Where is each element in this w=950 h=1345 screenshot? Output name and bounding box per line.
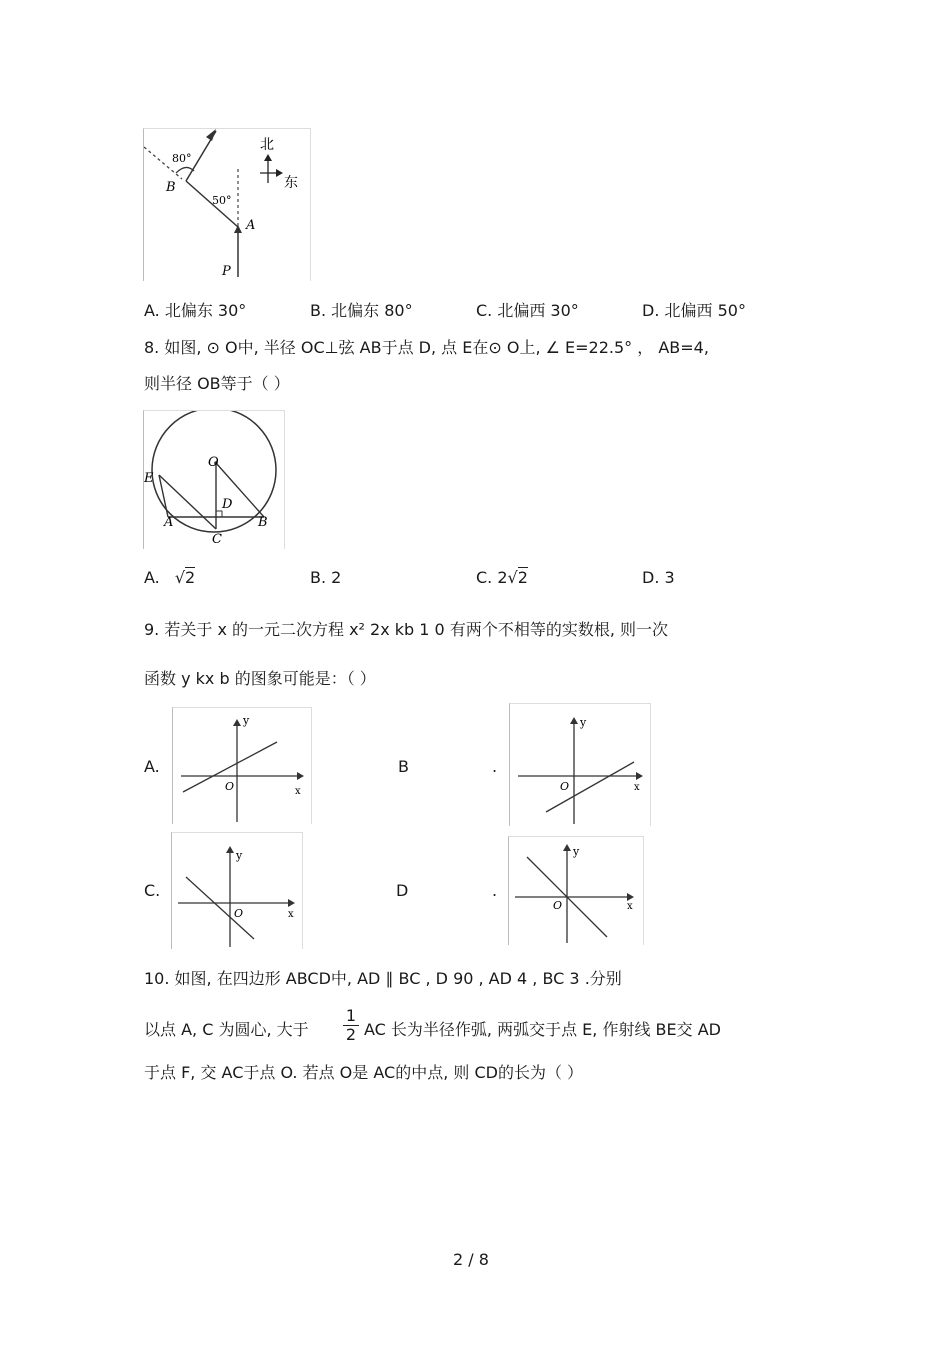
q9-label-c: C. xyxy=(144,881,161,900)
origin-label: O xyxy=(560,780,570,793)
y-axis-label: y xyxy=(236,849,243,862)
point-p-label: P xyxy=(222,264,231,279)
q8-stem-line1: 8. 如图, ⊙ O中, 半径 OC⊥弦 AB于点 D, 点 E在⊙ O上, ∠ E=22.5° ， AB=4, xyxy=(144,338,709,357)
point-o-label: O xyxy=(208,455,219,470)
angle-50-label: 50° xyxy=(212,194,232,207)
point-d-label: D xyxy=(222,497,233,512)
q9-stem-line1: 9. 若关于 x 的一元二次方程 x² 2x kb 1 0 有两个不相等的实数根, 则一次 xyxy=(144,620,668,639)
q7-option-d: D. 北偏西 50° xyxy=(642,301,746,320)
point-a-label: A xyxy=(246,218,256,233)
q9-label-d: D xyxy=(396,881,409,900)
east-label: 东 xyxy=(284,175,298,191)
q8-option-a-prefix: A. xyxy=(144,568,160,587)
x-axis-label: x xyxy=(627,901,633,912)
point-b-label: B xyxy=(166,180,176,195)
sqrt-icon: √ xyxy=(507,568,518,587)
q9-graph-d xyxy=(508,836,644,945)
q8-option-c-prefix: C. 2 xyxy=(476,568,508,587)
y-axis-label: y xyxy=(573,845,580,858)
q9-label-b-dot: . xyxy=(492,757,498,776)
q8-stem-line2: 则半径 OB等于（ ） xyxy=(144,374,290,393)
x-axis-label: x xyxy=(634,782,640,793)
origin-label: O xyxy=(553,899,563,912)
q10-stem-line2-post: AC 长为半径作弧, 两弧交于点 E, 作射线 BE交 AD xyxy=(364,1020,721,1039)
fraction-numerator: 1 xyxy=(343,1007,359,1026)
q9-label-b: B xyxy=(398,757,409,776)
q10-stem-line1: 10. 如图, 在四边形 ABCD中, AD ∥ BC , D 90 , AD 4 , BC 3 .分别 xyxy=(144,969,622,988)
sqrt-icon: √ xyxy=(174,568,186,587)
point-b-label: B xyxy=(258,515,268,530)
fraction-half xyxy=(343,1007,359,1044)
page-number: 2 / 8 xyxy=(453,1250,489,1269)
q9-graph-c xyxy=(171,832,303,949)
q7-option-b: B. 北偏东 80° xyxy=(310,301,413,320)
y-axis-label: y xyxy=(580,716,587,729)
q8-option-d: D. 3 xyxy=(642,568,675,587)
q7-figure xyxy=(143,128,311,281)
q9-graph-a xyxy=(172,707,312,824)
q8-option-a-radicand: 2 xyxy=(185,568,196,587)
y-axis-label: y xyxy=(243,714,250,727)
x-axis-label: x xyxy=(288,909,294,920)
q10-stem-line3: 于点 F, 交 AC于点 O. 若点 O是 AC的中点, 则 CD的长为（ ） xyxy=(144,1063,584,1082)
direction-diagram xyxy=(144,129,310,281)
q9-graph-b xyxy=(509,703,651,826)
circle-diagram xyxy=(144,411,284,549)
x-axis-label: x xyxy=(295,786,301,797)
q9-stem-line2: 函数 y kx b 的图象可能是：（ ） xyxy=(144,669,376,688)
q10-stem-line2-pre: 以点 A, C 为圆心, 大于 xyxy=(144,1020,309,1039)
angle-80-label: 80° xyxy=(172,152,192,165)
q8-option-c xyxy=(476,568,528,588)
point-a-label: A xyxy=(164,515,174,530)
q8-option-a xyxy=(144,568,195,588)
q7-option-a: A. 北偏东 30° xyxy=(144,301,247,320)
q8-option-c-radicand: 2 xyxy=(517,568,528,587)
point-c-label: C xyxy=(212,532,222,547)
point-e-label: E xyxy=(144,471,154,486)
north-label: 北 xyxy=(260,137,274,153)
fraction-denominator: 2 xyxy=(345,1025,357,1044)
origin-label: O xyxy=(225,780,235,793)
q9-label-d-dot: . xyxy=(492,881,498,900)
q8-figure xyxy=(143,410,285,549)
q7-option-c: C. 北偏西 30° xyxy=(476,301,579,320)
q9-label-a: A. xyxy=(144,757,160,776)
origin-label: O xyxy=(234,907,244,920)
q8-option-b: B. 2 xyxy=(310,568,342,587)
